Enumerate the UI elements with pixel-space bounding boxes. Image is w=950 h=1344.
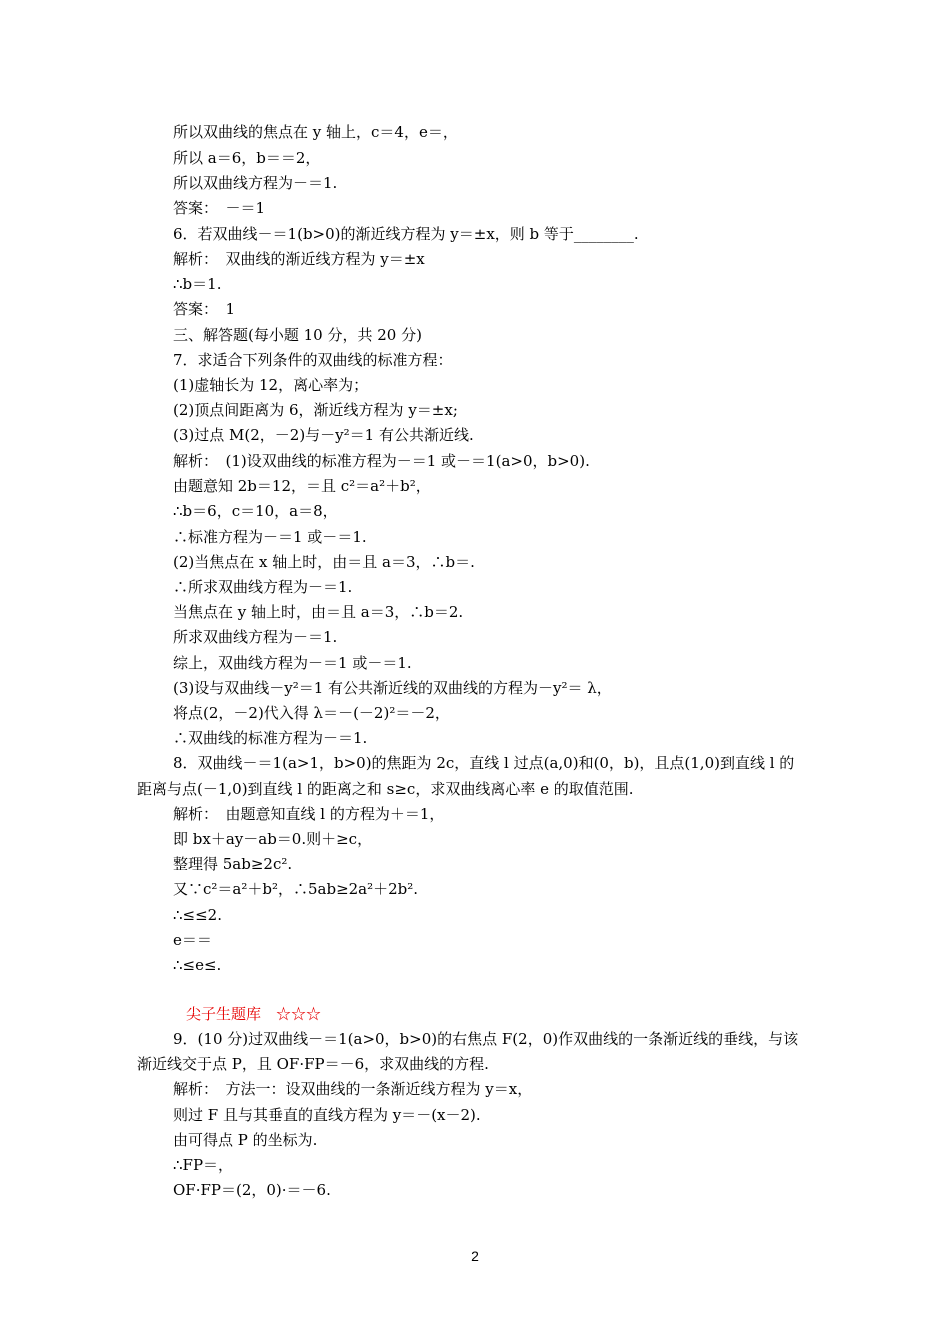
text-line: 渐近线交于点 P，且 OF·FP＝－6，求双曲线的方程. — [137, 1055, 489, 1073]
text-line: ∴b＝1. — [173, 275, 222, 293]
text-line: ∴≤e≤. — [173, 956, 222, 974]
text-line: 所以双曲线方程为－＝1. — [173, 174, 338, 192]
text-line: 由可得点 P 的坐标为. — [173, 1131, 318, 1149]
text-line: ∴b＝6，c＝10，a＝8， — [173, 502, 338, 520]
text-line: 距离与点(－1,0)到直线 l 的距离之和 s≥c，求双曲线离心率 e 的取值范围. — [137, 780, 634, 798]
text-line: ∴FP＝， — [173, 1156, 234, 1174]
text-line: ∴双曲线的标准方程为－＝1. — [173, 729, 368, 747]
text-line: 解析： 由题意知直线 l 的方程为＋＝1， — [173, 805, 445, 823]
section-heading: 三、解答题(每小题 10 分，共 20 分) — [173, 326, 422, 344]
text-line: (2)顶点间距离为 6，渐近线方程为 y＝±x; — [173, 401, 458, 419]
text-line: 综上，双曲线方程为－＝1 或－＝1. — [173, 654, 412, 672]
text-line: ∴所求双曲线方程为－＝1. — [173, 578, 353, 596]
text-line: 所求双曲线方程为－＝1. — [173, 628, 338, 646]
text-line: 所以 a＝6，b＝＝2， — [173, 149, 321, 167]
text-line: (3)过点 M(2，－2)与－y²＝1 有公共渐近线. — [173, 426, 474, 444]
text-line: 又∵c²＝a²＋b²，∴5ab≥2a²＋2b². — [173, 880, 419, 898]
text-line: 即 bx＋ay－ab＝0.则＋≥c， — [173, 830, 373, 848]
text-line: 解析： 双曲线的渐近线方程为 y＝±x — [173, 250, 425, 268]
text-line: (1)虚轴长为 12，离心率为； — [173, 376, 369, 394]
text-line: ∴≤≤2. — [173, 906, 222, 924]
text-line: 则过 F 且与其垂直的直线方程为 y＝－(x－2). — [173, 1106, 481, 1124]
text-line: 答案： －＝1 — [173, 199, 266, 217]
question-9: 9．(10 分)过双曲线－＝1(a>0，b>0)的右焦点 F(2，0)作双曲线的一条渐近线的垂线，与该 — [173, 1030, 799, 1048]
text-line: 由题意知 2b＝12，＝且 c²＝a²＋b²， — [173, 477, 431, 495]
text-line: 整理得 5ab≥2c². — [173, 855, 293, 873]
text-line: (2)当焦点在 x 轴上时，由＝且 a＝3，∴b＝. — [173, 553, 475, 571]
section-heading-red: 尖子生题库 ☆☆☆ — [186, 1005, 322, 1023]
text-line: 所以双曲线的焦点在 y 轴上，c＝4，e＝， — [173, 123, 458, 141]
text-line: 解析： (1)设双曲线的标准方程为－＝1 或－＝1(a>0，b>0). — [173, 452, 590, 470]
question-7: 7．求适合下列条件的双曲线的标准方程： — [173, 351, 453, 369]
text-line: 答案： 1 — [173, 300, 236, 318]
question-8: 8．双曲线－＝1(a>1，b>0)的焦距为 2c，直线 l 过点(a,0)和(0，b)，且点(1,0)到直线 l 的 — [173, 754, 795, 772]
text-line: ∴标准方程为－＝1 或－＝1. — [173, 528, 367, 546]
text-line: 当焦点在 y 轴上时，由＝且 a＝3，∴b＝2. — [173, 603, 464, 621]
text-line: 解析： 方法一：设双曲线的一条渐近线方程为 y＝x， — [173, 1080, 533, 1098]
text-line: e＝＝ — [173, 931, 212, 949]
page-number: 2 — [471, 1248, 479, 1264]
question-6: 6．若双曲线－＝1(b>0)的渐近线方程为 y＝±x，则 b 等于________. — [173, 225, 639, 243]
text-line: OF·FP＝(2，0)·＝－6. — [173, 1181, 331, 1199]
text-line: 将点(2，－2)代入得 λ＝－(－2)²＝－2， — [173, 704, 450, 722]
text-line: (3)设与双曲线－y²＝1 有公共渐近线的双曲线的方程为－y²＝ λ， — [173, 679, 612, 697]
